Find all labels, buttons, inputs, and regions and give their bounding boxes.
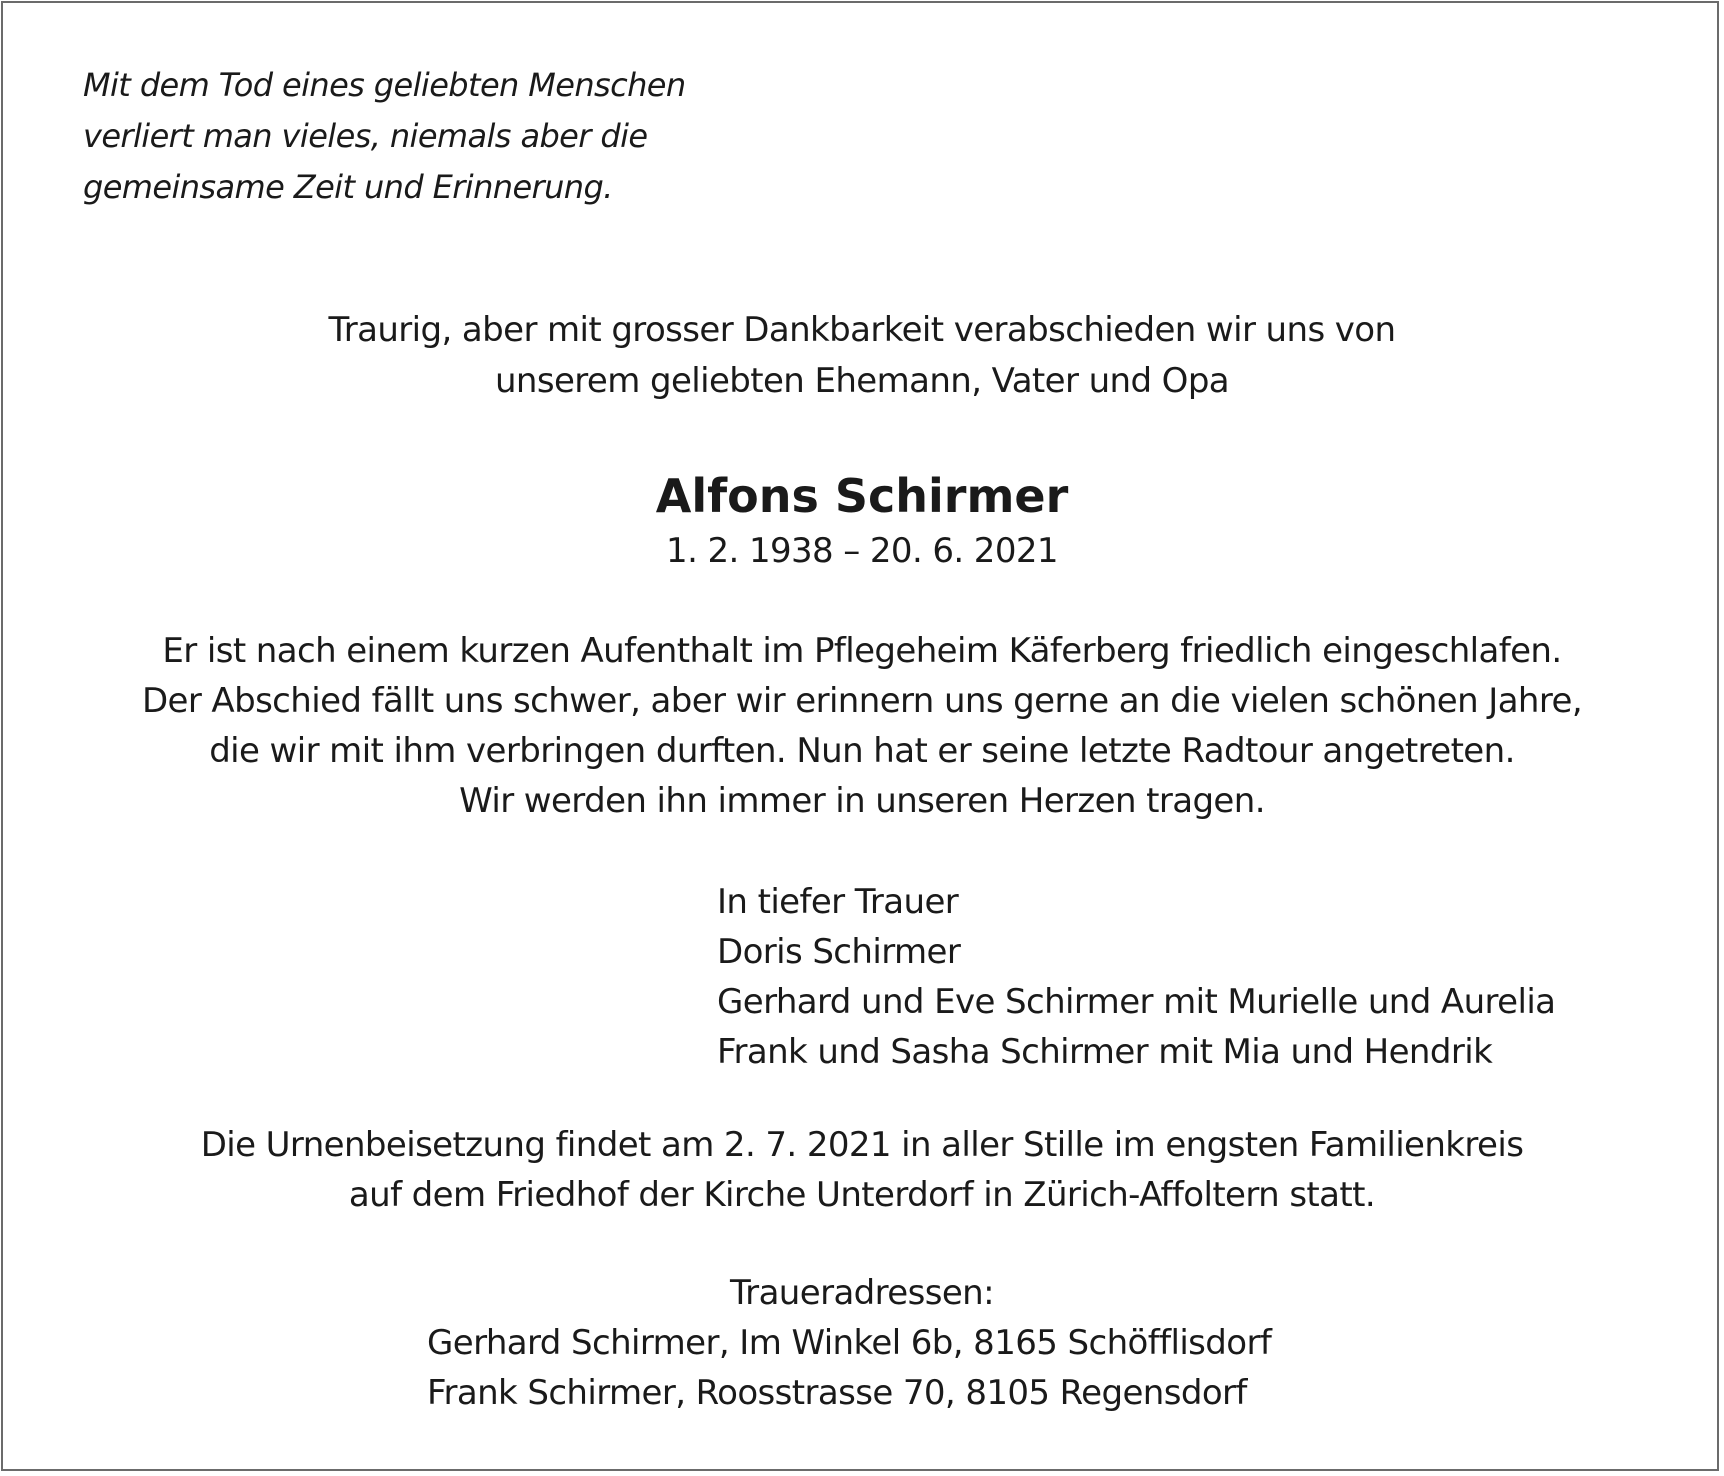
life-dates: 1. 2. 1938 – 20. 6. 2021 xyxy=(666,531,1058,571)
motto-line: Mit dem Tod eines geliebten Menschen xyxy=(83,66,686,104)
mourner-name: Gerhard und Eve Schirmer mit Murielle und Aurelia xyxy=(717,982,1556,1022)
mourners-list xyxy=(717,877,1555,1077)
intro-line: Traurig, aber mit grosser Dankbarkeit verabschieden wir uns von xyxy=(328,310,1396,350)
address-heading: Traueradressen: xyxy=(730,1273,994,1313)
funeral-line: Die Urnenbeisetzung findet am 2. 7. 2021 in aller Stille im engsten Familienkreis xyxy=(200,1125,1524,1165)
mourner-name: Frank und Sasha Schirmer mit Mia und Hendrik xyxy=(717,1032,1493,1072)
obituary-text xyxy=(0,626,1724,826)
motto-line: gemeinsame Zeit und Erinnerung. xyxy=(83,168,613,206)
deceased-name: Alfons Schirmer xyxy=(655,469,1069,523)
address-line: Gerhard Schirmer, Im Winkel 6b, 8165 Schöfflisdorf xyxy=(427,1323,1272,1363)
intro-text xyxy=(0,305,1724,407)
intro-line: unserem geliebten Ehemann, Vater und Opa xyxy=(494,361,1230,401)
funeral-line: auf dem Friedhof der Kirche Unterdorf in Zürich-Affoltern statt. xyxy=(348,1175,1376,1215)
motto-line: verliert man vieles, niemals aber die xyxy=(83,117,648,155)
address-line: Frank Schirmer, Roosstrasse 70, 8105 Regensdorf xyxy=(427,1373,1247,1413)
mourner-name: Doris Schirmer xyxy=(717,932,961,972)
obituary-line: Der Abschied fällt uns schwer, aber wir erinnern uns gerne an die vielen schönen Jahre, xyxy=(141,681,1583,721)
obituary-line: die wir mit ihm verbringen durften. Nun hat er seine letzte Radtour angetreten. xyxy=(209,731,1515,771)
address-list xyxy=(427,1318,1271,1418)
obituary-line: Er ist nach einem kurzen Aufenthalt im Pflegeheim Käferberg friedlich eingeschlafen. xyxy=(162,631,1562,671)
motto-quote xyxy=(83,60,686,213)
obituary-line: Wir werden ihn immer in unseren Herzen tragen. xyxy=(459,781,1265,821)
mourners-heading: In tiefer Trauer xyxy=(717,882,959,922)
funeral-info xyxy=(0,1120,1724,1220)
